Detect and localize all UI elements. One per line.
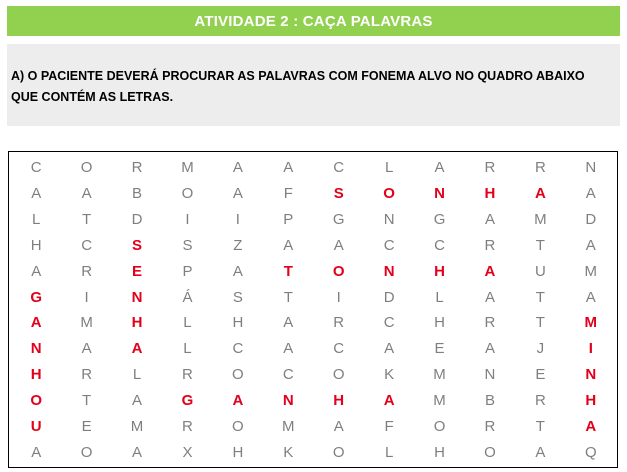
- grid-letter[interactable]: D: [585, 211, 597, 229]
- grid-letter[interactable]: R: [484, 417, 496, 435]
- grid-letter[interactable]: G: [30, 288, 43, 306]
- grid-letter[interactable]: C: [333, 159, 345, 177]
- grid-letter[interactable]: D: [131, 211, 143, 229]
- grid-letter[interactable]: T: [82, 211, 92, 229]
- grid-letter[interactable]: H: [484, 185, 496, 203]
- grid-letter[interactable]: J: [536, 340, 545, 358]
- grid-letter[interactable]: H: [30, 236, 42, 254]
- grid-letter[interactable]: E: [81, 417, 92, 435]
- grid-letter[interactable]: Z: [233, 236, 243, 254]
- grid-letter[interactable]: N: [585, 366, 597, 384]
- grid-letter[interactable]: A: [585, 185, 596, 203]
- grid-letter[interactable]: U: [534, 262, 546, 280]
- grid-letter[interactable]: L: [384, 443, 394, 461]
- grid-letter[interactable]: O: [232, 366, 244, 384]
- grid-letter[interactable]: M: [584, 262, 598, 280]
- grid-letter[interactable]: A: [132, 391, 143, 409]
- grid-letter[interactable]: O: [30, 391, 43, 409]
- grid-letter[interactable]: N: [131, 288, 143, 306]
- instruction-text: A) O PACIENTE DEVERÁ PROCURAR AS PALAVRAS COM FONEMA ALVO NO QUADRO ABAIXO QUE CONTÉM AS LETRAS.: [7, 44, 620, 126]
- grid-letter[interactable]: H: [434, 262, 445, 280]
- grid-letter[interactable]: A: [484, 288, 495, 306]
- grid-letter[interactable]: I: [336, 288, 341, 306]
- grid-letter[interactable]: C: [434, 236, 445, 254]
- grid-letter[interactable]: A: [232, 159, 243, 177]
- grid-letter[interactable]: O: [332, 366, 345, 384]
- grid-letter[interactable]: A: [484, 262, 496, 280]
- grid-letter[interactable]: T: [283, 262, 293, 280]
- grid-letter[interactable]: B: [484, 391, 495, 409]
- grid-letter[interactable]: U: [30, 417, 42, 435]
- grid-letter[interactable]: I: [84, 288, 89, 306]
- grid-letter[interactable]: P: [283, 211, 294, 229]
- grid-letter[interactable]: L: [132, 366, 142, 384]
- grid-letter[interactable]: C: [232, 340, 244, 358]
- grid-letter[interactable]: L: [183, 340, 192, 358]
- grid-letter[interactable]: O: [383, 185, 395, 203]
- grid-letter[interactable]: S: [232, 288, 243, 306]
- grid-letter[interactable]: A: [232, 391, 244, 409]
- word-search-box: [8, 151, 618, 468]
- grid-letter[interactable]: C: [282, 366, 294, 384]
- grid-letter[interactable]: C: [333, 340, 345, 358]
- grid-letter[interactable]: R: [484, 236, 496, 254]
- grid-letter[interactable]: N: [383, 211, 395, 229]
- grid-letter[interactable]: T: [535, 314, 545, 332]
- grid-letter[interactable]: C: [383, 314, 395, 332]
- grid-letter[interactable]: A: [31, 443, 42, 461]
- grid-letter[interactable]: M: [282, 417, 295, 435]
- grid-letter[interactable]: H: [434, 314, 445, 332]
- grid-letter[interactable]: A: [333, 417, 344, 435]
- grid-letter[interactable]: H: [232, 443, 244, 461]
- grid-letter[interactable]: A: [232, 185, 243, 203]
- grid-letter[interactable]: O: [332, 443, 345, 461]
- grid-letter[interactable]: R: [182, 366, 193, 384]
- grid-letter[interactable]: O: [80, 443, 93, 461]
- grid-letter[interactable]: H: [585, 391, 597, 409]
- grid-letter[interactable]: A: [81, 340, 92, 358]
- grid-letter[interactable]: M: [181, 159, 194, 177]
- grid-letter[interactable]: R: [131, 159, 143, 177]
- grid-letter[interactable]: H: [30, 366, 42, 384]
- grid-letter[interactable]: M: [80, 314, 93, 332]
- grid-letter[interactable]: T: [283, 288, 293, 306]
- grid-letter[interactable]: F: [384, 417, 394, 435]
- grid-letter[interactable]: S: [132, 236, 143, 254]
- grid-letter[interactable]: M: [433, 391, 446, 409]
- grid-letter[interactable]: L: [32, 211, 41, 229]
- grid-letter[interactable]: N: [434, 185, 445, 203]
- grid-letter[interactable]: O: [232, 417, 244, 435]
- grid-letter[interactable]: E: [132, 262, 143, 280]
- grid-letter[interactable]: A: [484, 211, 495, 229]
- grid-letter[interactable]: H: [131, 314, 143, 332]
- grid-letter[interactable]: A: [434, 159, 445, 177]
- grid-letter[interactable]: H: [434, 443, 445, 461]
- grid-letter[interactable]: R: [81, 366, 93, 384]
- grid-letter[interactable]: M: [130, 417, 144, 435]
- grid-letter[interactable]: C: [383, 236, 395, 254]
- grid-letter[interactable]: A: [30, 314, 42, 332]
- grid-letter[interactable]: L: [435, 288, 444, 306]
- grid-letter[interactable]: E: [434, 340, 445, 358]
- grid-letter[interactable]: A: [333, 236, 344, 254]
- grid-letter[interactable]: Á: [182, 288, 193, 306]
- grid-letter[interactable]: T: [535, 417, 545, 435]
- grid-letter[interactable]: D: [383, 288, 395, 306]
- grid-letter[interactable]: A: [484, 340, 495, 358]
- grid-letter[interactable]: O: [80, 159, 93, 177]
- grid-letter[interactable]: O: [484, 443, 496, 461]
- activity-title: ATIVIDADE 2 : CAÇA PALAVRAS: [7, 6, 620, 36]
- grid-letter[interactable]: A: [535, 443, 546, 461]
- grid-letter[interactable]: C: [81, 236, 93, 254]
- grid-letter[interactable]: A: [283, 340, 294, 358]
- grid-letter[interactable]: O: [433, 417, 446, 435]
- grid-letter[interactable]: Q: [584, 443, 597, 461]
- grid-letter[interactable]: N: [383, 262, 395, 280]
- grid-letter[interactable]: N: [585, 159, 597, 177]
- grid-letter[interactable]: L: [183, 314, 192, 332]
- grid-letter[interactable]: O: [181, 185, 194, 203]
- grid-letter[interactable]: S: [182, 236, 193, 254]
- grid-letter[interactable]: A: [31, 185, 42, 203]
- grid-letter[interactable]: M: [433, 366, 446, 384]
- grid-letter[interactable]: K: [283, 443, 294, 461]
- grid-letter[interactable]: T: [535, 288, 545, 306]
- grid-letter[interactable]: I: [185, 211, 190, 229]
- grid-letter[interactable]: A: [585, 236, 596, 254]
- grid-letter[interactable]: R: [484, 159, 496, 177]
- grid-letter[interactable]: E: [535, 366, 546, 384]
- grid-letter[interactable]: H: [232, 314, 244, 332]
- grid-letter[interactable]: R: [81, 262, 93, 280]
- grid-letter[interactable]: N: [484, 366, 496, 384]
- grid-letter[interactable]: A: [534, 185, 546, 203]
- grid-letter[interactable]: R: [182, 417, 193, 435]
- grid-letter[interactable]: R: [333, 314, 345, 332]
- grid-letter[interactable]: N: [282, 391, 294, 409]
- grid-letter[interactable]: M: [584, 314, 598, 332]
- grid-letter[interactable]: S: [333, 185, 344, 203]
- grid-letter[interactable]: K: [384, 366, 395, 384]
- grid-letter[interactable]: A: [283, 159, 294, 177]
- grid-letter[interactable]: B: [132, 185, 143, 203]
- grid-letter[interactable]: O: [332, 262, 345, 280]
- grid-letter[interactable]: H: [333, 391, 345, 409]
- grid-letter[interactable]: P: [182, 262, 193, 280]
- grid-letter[interactable]: A: [81, 185, 92, 203]
- grid-letter[interactable]: F: [283, 185, 293, 203]
- grid-letter[interactable]: A: [283, 236, 294, 254]
- grid-letter[interactable]: C: [30, 159, 42, 177]
- grid-letter[interactable]: L: [384, 159, 394, 177]
- grid-letter[interactable]: A: [131, 340, 143, 358]
- grid-letter[interactable]: T: [82, 391, 92, 409]
- grid-letter[interactable]: G: [433, 211, 446, 229]
- grid-letter[interactable]: R: [534, 159, 546, 177]
- grid-letter[interactable]: A: [585, 417, 597, 435]
- grid-letter[interactable]: A: [585, 288, 596, 306]
- grid-letter[interactable]: N: [30, 340, 42, 358]
- grid-letter[interactable]: A: [384, 340, 395, 358]
- grid-letter[interactable]: M: [534, 211, 547, 229]
- grid-letter[interactable]: G: [181, 391, 194, 409]
- grid-letter[interactable]: A: [132, 443, 143, 461]
- grid-letter[interactable]: R: [484, 314, 496, 332]
- grid-letter[interactable]: A: [31, 262, 42, 280]
- word-search-grid: [11, 155, 616, 465]
- grid-letter[interactable]: A: [283, 314, 294, 332]
- grid-letter[interactable]: T: [535, 236, 545, 254]
- grid-letter[interactable]: I: [235, 211, 240, 229]
- grid-letter[interactable]: G: [332, 211, 345, 229]
- grid-letter[interactable]: I: [588, 340, 593, 358]
- grid-letter[interactable]: X: [182, 443, 193, 461]
- grid-letter[interactable]: R: [534, 391, 546, 409]
- grid-letter[interactable]: A: [383, 391, 395, 409]
- grid-letter[interactable]: A: [232, 262, 243, 280]
